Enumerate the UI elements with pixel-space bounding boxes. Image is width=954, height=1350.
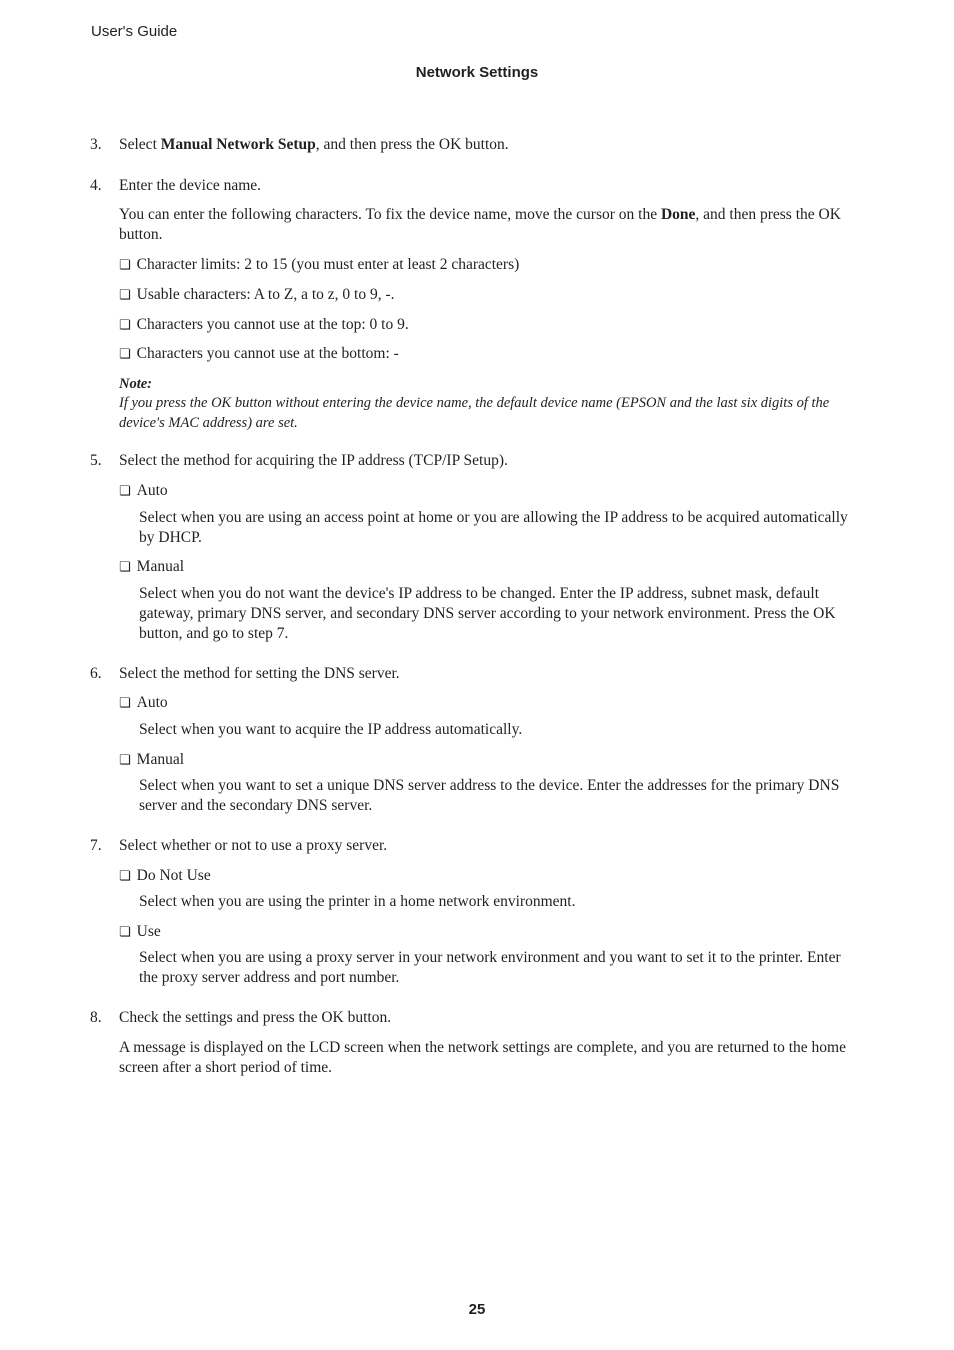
option-description: Select when you want to acquire the IP address automatically. — [139, 721, 523, 738]
checkbox-bullet-icon: ❏ — [119, 318, 131, 333]
option-label: ❏ Auto — [119, 693, 168, 714]
checkbox-bullet-icon: ❏ — [119, 484, 131, 499]
option-description: Select when you are using the printer in a home network environment. — [139, 893, 576, 910]
step-4-text: Enter the device name. — [119, 177, 262, 194]
step-number-6: 6. — [90, 665, 102, 682]
option-description: Select when you are using a proxy server in your network environment and you want to set it to the printer. Enter the proxy server address and port number. — [139, 949, 841, 986]
option-label: ❏ Do Not Use — [119, 866, 211, 887]
list-item: ❏ Character limits: 2 to 15 (you must enter at least 2 characters) — [119, 255, 519, 276]
step-number-5: 5. — [90, 452, 102, 469]
step-number-4: 4. — [90, 177, 102, 194]
checkbox-bullet-icon: ❏ — [119, 753, 131, 768]
option-label: ❏ Auto — [119, 481, 168, 502]
note-label: Note: — [119, 376, 153, 392]
step-4-paragraph: You can enter the following characters. To fix the device name, move the cursor on the Done, and then press the OK button. — [119, 206, 841, 243]
checkbox-bullet-icon: ❏ — [119, 347, 131, 362]
checkbox-bullet-icon: ❏ — [119, 560, 131, 575]
page-number: 25 — [468, 1301, 486, 1318]
done-label: Done — [660, 206, 696, 223]
list-item: ❏ Characters you cannot use at the top: 0 to 9. — [119, 315, 409, 336]
option-label: ❏ Manual — [119, 750, 184, 771]
step-6-text: Select the method for setting the DNS server. — [119, 665, 400, 682]
step-7-text: Select whether or not to use a proxy server. — [119, 837, 388, 854]
list-item: ❏ Characters you cannot use at the bottom: - — [119, 344, 399, 365]
list-item: ❏ Usable characters: A to Z, a to z, 0 to 9, -. — [119, 285, 394, 306]
checkbox-bullet-icon: ❏ — [119, 925, 131, 940]
step-number-7: 7. — [90, 837, 102, 854]
option-description: Select when you do not want the device's IP address to be changed. Enter the IP address, subnet mask, default gateway, primary DNS server, and secondary DNS server according to your network environment. Press the OK button, and go to step 7. — [139, 585, 836, 642]
step-3-text: Select Manual Network Setup, and then press the OK button. — [119, 136, 509, 153]
checkbox-bullet-icon: ❏ — [119, 288, 131, 303]
step-8-text: Check the settings and press the OK button. — [119, 1009, 392, 1026]
checkbox-bullet-icon: ❏ — [119, 696, 131, 711]
note-text: If you press the OK button without entering the device name, the default device name (EPSON and the last six digits of the device's MAC address) are set. — [119, 395, 830, 431]
checkbox-bullet-icon: ❏ — [119, 258, 131, 273]
option-description: Select when you want to set a unique DNS server address to the device. Enter the addresses for the primary DNS server and the secondary DNS server. — [139, 777, 840, 814]
header-guide-title: User's Guide — [91, 23, 178, 40]
option-label: ❏ Manual — [119, 557, 184, 578]
step-5-text: Select the method for acquiring the IP address (TCP/IP Setup). — [119, 452, 508, 469]
menu-item-manual-network-setup: Manual Network Setup — [160, 136, 316, 153]
section-title: Network Settings — [415, 64, 539, 81]
checkbox-bullet-icon: ❏ — [119, 869, 131, 884]
option-description: Select when you are using an access point at home or you are allowing the IP address to be acquired automatically by DHCP. — [139, 509, 848, 546]
step-number-8: 8. — [90, 1009, 102, 1026]
option-label: ❏ Use — [119, 922, 161, 943]
step-number-3: 3. — [90, 136, 102, 153]
step-8-paragraph: A message is displayed on the LCD screen when the network settings are complete, and you are returned to the home screen after a short period of time. — [119, 1039, 846, 1076]
